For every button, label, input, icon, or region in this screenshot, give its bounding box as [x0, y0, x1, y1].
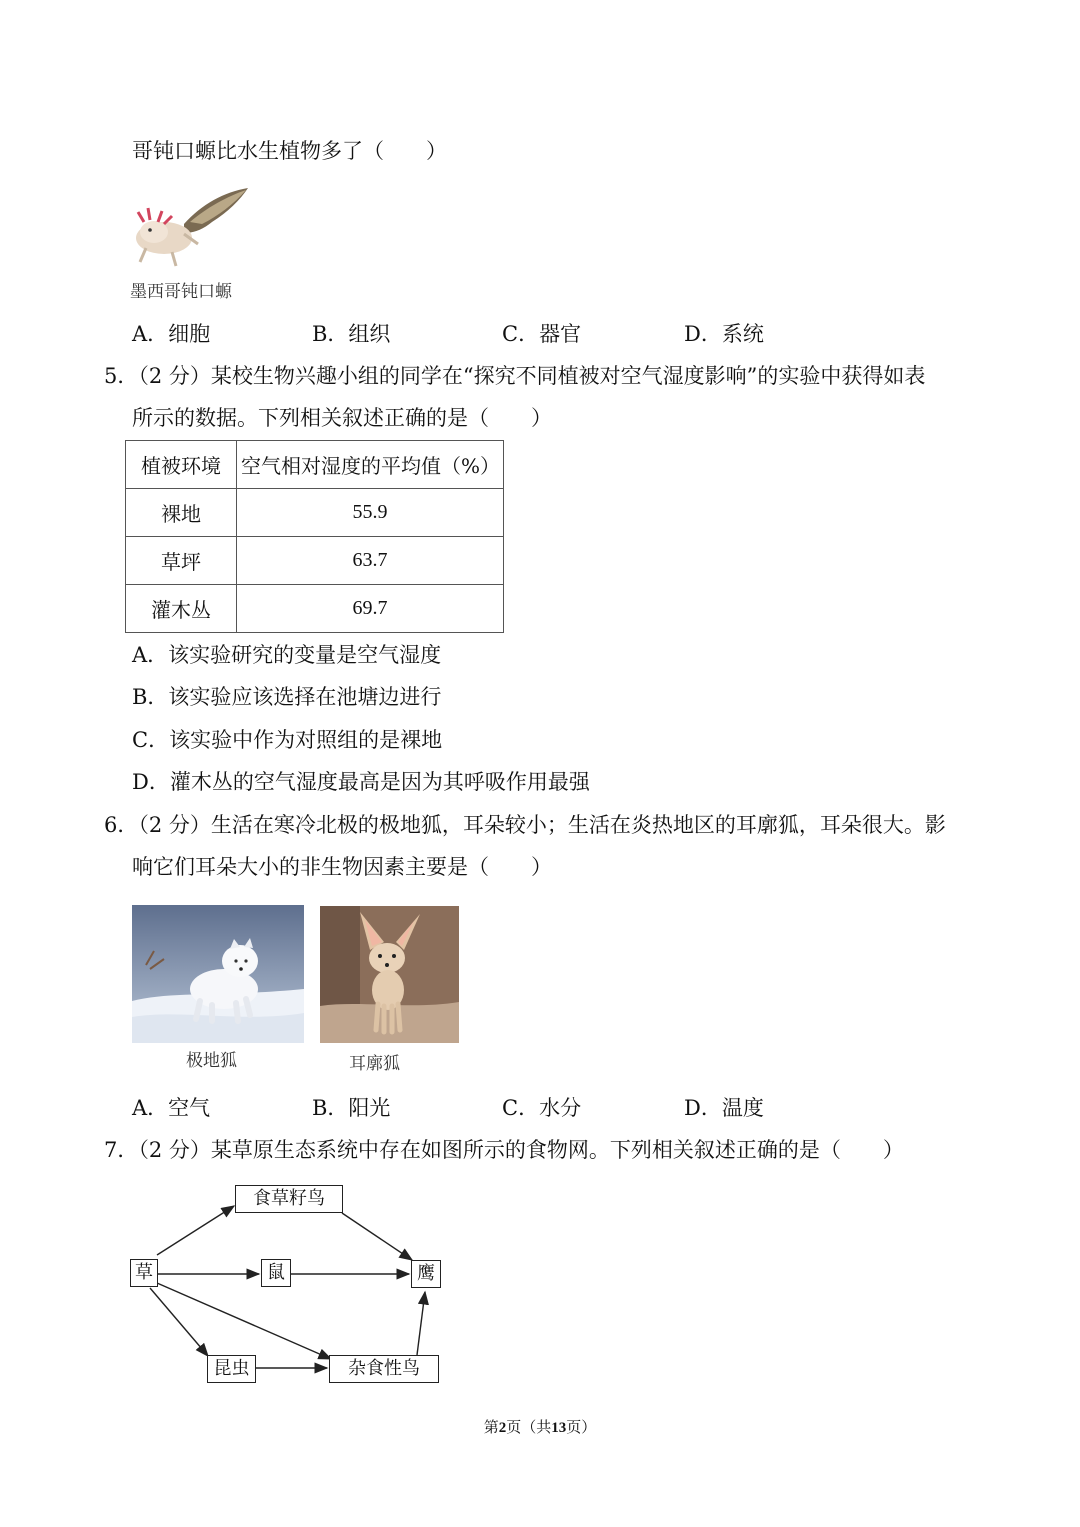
arrow-omnivore-bird-to-hawk — [417, 1292, 425, 1355]
footer-prefix: 第 — [483, 1418, 499, 1436]
q4-option-b[interactable]: B．组织 — [312, 322, 391, 346]
q5-stem-line2: 所示的数据。下列相关叙述正确的是（ ） — [132, 406, 552, 430]
q5-option-c[interactable]: C．该实验中作为对照组的是裸地 — [132, 728, 443, 752]
node-hawk: 鹰 — [411, 1260, 441, 1288]
page-footer — [0, 1416, 1080, 1437]
node-grass: 草 — [130, 1259, 158, 1287]
q6-option-c[interactable]: C．水分 — [502, 1096, 582, 1120]
table-cell: 69.7 — [237, 585, 504, 633]
table-cell: 55.9 — [237, 489, 504, 537]
footer-suffix: 页） — [566, 1418, 597, 1436]
q5-option-d[interactable]: D．灌木丛的空气湿度最高是因为其呼吸作用最强 — [132, 770, 590, 794]
q6-option-d[interactable]: D．温度 — [684, 1096, 764, 1120]
q4-stem-continued: 哥钝口螈比水生植物多了（ ） — [132, 139, 447, 163]
table-header-cell: 空气相对湿度的平均值（%） — [237, 441, 504, 489]
q4-option-d[interactable]: D．系统 — [684, 322, 764, 346]
q4-option-c[interactable]: C．器官 — [502, 322, 582, 346]
footer-total-pages: 13 — [551, 1420, 567, 1436]
node-omnivore-bird: 杂食性鸟 — [329, 1355, 439, 1383]
q6-option-a[interactable]: A．空气 — [132, 1096, 211, 1120]
arrow-seed-bird-to-hawk — [342, 1213, 412, 1260]
footer-middle: 页（共 — [506, 1418, 552, 1436]
arrow-grass-to-insect — [150, 1288, 208, 1356]
q5-option-b[interactable]: B．该实验应该选择在池塘边进行 — [132, 685, 442, 709]
fennec-fox-caption: 耳廓狐 — [349, 1054, 400, 1074]
q4-option-a[interactable]: A．细胞 — [132, 322, 211, 346]
q6-stem-line2: 响它们耳朵大小的非生物因素主要是（ ） — [132, 855, 552, 879]
arrow-grass-to-seed-bird — [157, 1206, 234, 1255]
node-insect: 昆虫 — [207, 1355, 256, 1383]
table-cell: 草坪 — [126, 537, 237, 585]
table-header-cell: 植被环境 — [126, 441, 237, 489]
q5-stem-line1: 5．（2 分）某校生物兴趣小组的同学在“探究不同植被对空气湿度影响”的实验中获得如表 — [104, 364, 926, 388]
table-cell: 灌木丛 — [126, 585, 237, 633]
arctic-fox-caption: 极地狐 — [186, 1051, 237, 1071]
table-cell: 63.7 — [237, 537, 504, 585]
arrow-grass-to-omnivore-bird — [157, 1283, 331, 1359]
q7-stem-line1: 7．（2 分）某草原生态系统中存在如图所示的食物网。下列相关叙述正确的是（ ） — [104, 1138, 904, 1162]
q5-option-a[interactable]: A．该实验研究的变量是空气湿度 — [132, 643, 442, 667]
table-cell: 裸地 — [126, 489, 237, 537]
node-seed-bird: 食草籽鸟 — [235, 1185, 343, 1213]
axolotl-caption: 墨西哥钝口螈 — [130, 282, 232, 302]
node-mouse: 鼠 — [261, 1259, 291, 1287]
q6-option-b[interactable]: B．阳光 — [312, 1096, 391, 1120]
footer-page-number: 2 — [498, 1420, 507, 1436]
q6-stem-line1: 6．（2 分）生活在寒冷北极的极地狐，耳朵较小；生活在炎热地区的耳廓狐，耳朵很大。影 — [104, 813, 946, 837]
